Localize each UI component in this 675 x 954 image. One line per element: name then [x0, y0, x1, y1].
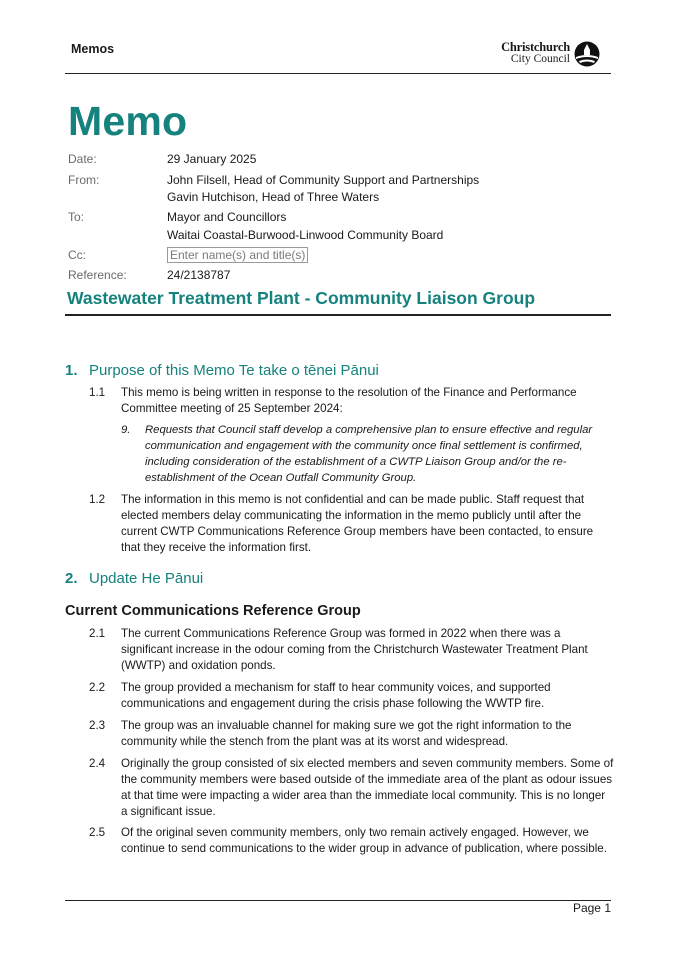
to-label: To: — [68, 210, 85, 224]
reference-label: Reference: — [68, 268, 127, 282]
header-divider — [65, 73, 611, 74]
quote-number: 9. — [121, 424, 131, 436]
paragraph-2-1 — [89, 626, 614, 674]
section2-title: Update He Pānui — [89, 570, 204, 587]
section1-title: Purpose of this Memo Te take o tēnei Pānui — [89, 362, 379, 379]
cathedral-icon — [574, 41, 600, 67]
paragraph-number: 2.1 — [89, 627, 106, 640]
section1-heading — [65, 362, 379, 379]
paragraph-number: 2.4 — [89, 757, 106, 770]
paragraph-text: The group was an invaluable channel for making sure we got the right information to the community while the stench from the plant was at its worst and widespread. — [121, 719, 572, 748]
cc-input[interactable]: Enter name(s) and title(s) — [167, 247, 308, 263]
memo-subject: Wastewater Treatment Plant - Community Liaison Group — [67, 288, 536, 308]
paragraph-text: Originally the group consisted of six elected members and seven community members. Some of the community members were based outside of the immediate area of the plant as odour issues at that time were impacting a wider area than the immediate local community. This is no longer a significant issue. — [121, 757, 614, 818]
paragraph-2-4 — [89, 756, 614, 820]
date-value: 29 January 2025 — [167, 152, 257, 166]
paragraph-number: 2.2 — [89, 681, 106, 694]
footer-divider — [65, 900, 611, 901]
to-line2: Waitai Coastal-Burwood-Linwood Community Board — [167, 228, 444, 242]
paragraph-text: The current Communications Reference Group was formed in 2022 when there was a significant increase in the odour coming from the Christchurch Wastewater Treatment Plant (WWTP) and oxidation ponds. — [121, 627, 588, 672]
from-line1: John Filsell, Head of Community Support and Partnerships — [167, 173, 480, 187]
date-label: Date: — [68, 152, 97, 166]
paragraph-number: 2.3 — [89, 719, 106, 732]
section2-subheading: Current Communications Reference Group — [65, 603, 361, 619]
paragraph-number: 1.2 — [89, 493, 106, 506]
paragraph-number: 2.5 — [89, 826, 106, 839]
subject-divider — [65, 314, 611, 316]
header-label: Memos — [71, 42, 115, 56]
logo-line2: City Council — [510, 53, 570, 65]
paragraph-2-3 — [89, 718, 614, 750]
from-line2: Gavin Hutchison, Head of Three Waters — [167, 190, 380, 204]
paragraph-2-2 — [89, 680, 614, 712]
paragraph-number: 1.1 — [89, 386, 106, 399]
section2-heading — [65, 570, 203, 587]
resolution-quote — [121, 422, 611, 486]
cc-label: Cc: — [68, 248, 86, 262]
to-line1: Mayor and Councillors — [167, 210, 287, 224]
page-number: Page 1 — [572, 901, 611, 915]
paragraph-text: The group provided a mechanism for staff to hear community voices, and supported communications and engagement during the crisis phase following the WWTP fire. — [121, 681, 551, 710]
from-label: From: — [68, 173, 100, 187]
paragraph-text: This memo is being written in response to the resolution of the Finance and Performance Committee meeting of 25 September 2024: — [121, 386, 577, 415]
paragraph-1-2 — [89, 492, 614, 556]
quote-text: Requests that Council staff develop a comprehensive plan to ensure effective and regular communication and engagement with the community once final settlement is confirmed, including consideration of the establishment of a CWTP Liaison Group and/or the re-establishment of the Ocean Outfall Community Group. — [145, 424, 593, 484]
logo-line1: Christchurch — [501, 40, 570, 54]
reference-value: 24/2138787 — [167, 268, 231, 282]
paragraph-1-1 — [89, 385, 614, 417]
paragraph-text: The information in this memo is not confidential and can be made public. Staff request that elected members delay communicating the information in the memo publicly until after the current CWTP Communications Reference Group members have been contacted, to ensure that they receive the information first. — [121, 493, 594, 554]
section1-number: 1. — [65, 362, 78, 379]
section2-number: 2. — [65, 570, 78, 587]
council-logo — [496, 40, 600, 68]
paragraph-text: Of the original seven community members, only two remain actively engaged. However, we continue to send communications to the wider group in advance of publication, where possible. — [121, 826, 607, 855]
memo-title: Memo — [68, 98, 188, 144]
paragraph-2-5 — [89, 825, 614, 857]
